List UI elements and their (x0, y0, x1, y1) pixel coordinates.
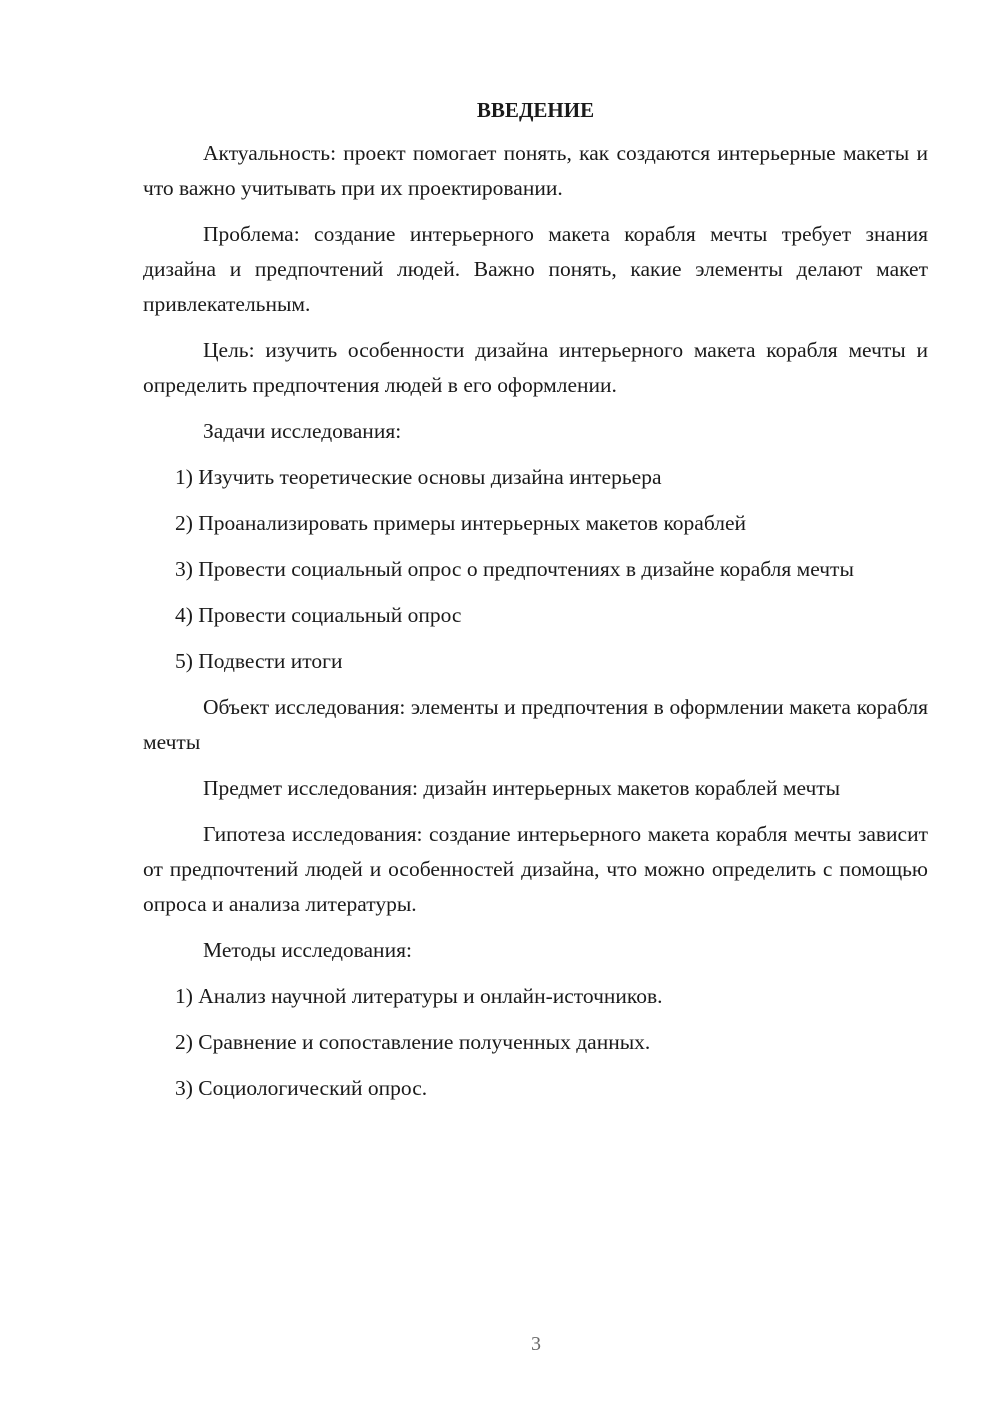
paragraph-methods-heading: Методы исследования: (203, 938, 412, 962)
paragraph-tasks-heading: Задачи исследования: (203, 419, 402, 443)
page-number: 3 (531, 1333, 541, 1355)
paragraph-subject: Предмет исследования: дизайн интерьерных макетов кораблей мечты (203, 776, 841, 800)
paragraph-relevance: Актуальность: проект помогает понять, как создаются интерьерные макеты и что важно учитывать при их проектировании. (143, 141, 928, 200)
list-item-task-1: 1) Изучить теоретические основы дизайна интерьера (175, 465, 662, 489)
document-body (143, 95, 928, 1117)
page-title: ВВЕДЕНИЕ (476, 98, 595, 122)
paragraph-hypothesis: Гипотеза исследования: создание интерьерного макета корабля мечты зависит от предпочтений людей и особенностей дизайна, что можно определить с помощью опроса и анализа литературы. (143, 822, 928, 916)
list-item-task-2: 2) Проанализировать примеры интерьерных макетов кораблей (175, 511, 747, 535)
list-item-task-3: 3) Провести социальный опрос о предпочтениях в дизайне корабля мечты (175, 557, 854, 581)
list-item-method-2: 2) Сравнение и сопоставление полученных данных. (175, 1030, 651, 1054)
list-item-method-1: 1) Анализ научной литературы и онлайн-источников. (175, 984, 663, 1008)
paragraph-problem: Проблема: создание интерьерного макета корабля мечты требует знания дизайна и предпочтений людей. Важно понять, какие элементы делают макет привлекательным. (143, 222, 928, 316)
paragraph-goal: Цель: изучить особенности дизайна интерьерного макета корабля мечты и определить предпочтения людей в его оформлении. (143, 338, 928, 397)
list-item-task-5: 5) Подвести итоги (175, 649, 343, 673)
paragraph-object: Объект исследования: элементы и предпочтения в оформлении макета корабля мечты (143, 695, 928, 754)
list-item-method-3: 3) Социологический опрос. (175, 1076, 428, 1100)
list-item-task-4: 4) Провести социальный опрос (175, 603, 462, 627)
